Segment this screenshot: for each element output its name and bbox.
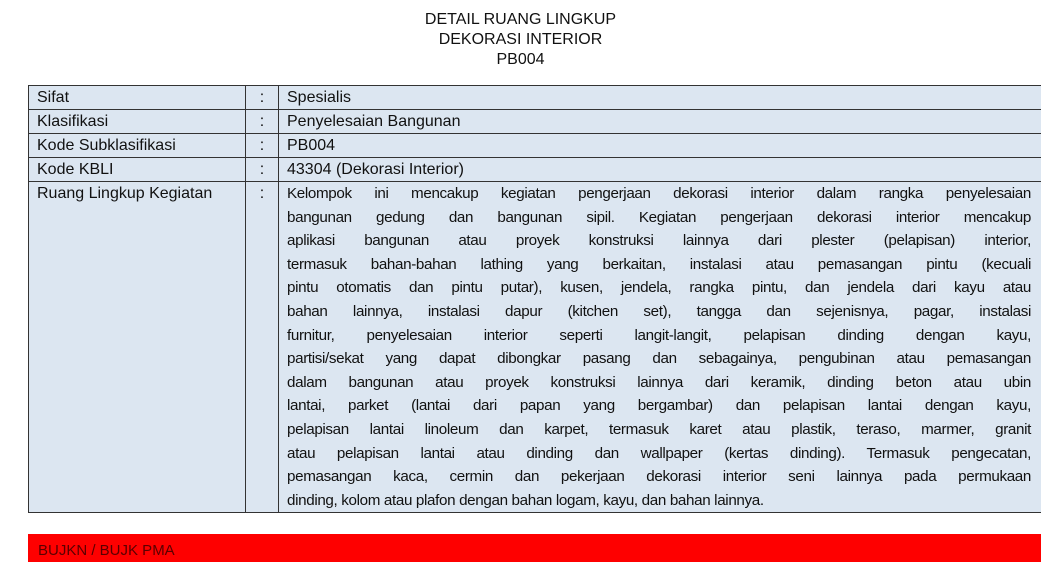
scope-line: dinding, kolom atau plafon dengan bahan logam, kayu, dan bahan lainnya. [287, 491, 764, 509]
scope-line: lantai, parket (lantai dari papan yang bergambar) dan pelapisan lantai dengan kayu, [287, 397, 1031, 415]
scope-line: pintu otomatis dan pintu putar), kusen, jendela, rangka pintu, dan jendela dari kayu atau [287, 279, 1031, 297]
table-row [29, 86, 1041, 110]
row-label: Ruang Lingkup Kegiatan [29, 182, 246, 513]
page-code: PB004 [496, 51, 545, 68]
row-value: 43304 (Dekorasi Interior) [279, 158, 1041, 182]
scope-line: atau pelapisan lantai atau dinding dan wallpaper (kertas dinding). Termasuk pengecatan, [287, 444, 1031, 462]
scope-line: Kelompok ini mencakup kegiatan pengerjaan dekorasi interior dalam rangka penyelesaian [287, 185, 1031, 202]
row-separator: : [246, 182, 279, 513]
scope-line: furnitur, penyelesaian interior seperti langit-langit, pelapisan dinding dengan kayu, [287, 326, 1031, 344]
scope-description [279, 182, 1041, 513]
category-banner-label: BUJKN / BUJK PMA [38, 542, 175, 559]
detail-table [28, 85, 1041, 513]
row-value: Penyelesaian Bangunan [279, 110, 1041, 134]
row-label: Klasifikasi [29, 110, 246, 134]
page-title: DETAIL RUANG LINGKUP [424, 11, 617, 28]
row-label: Sifat [29, 86, 246, 110]
table-row [29, 158, 1041, 182]
scope-line: partisi/sekat yang dapat dibongkar pasang dan sebagainya, pengubinan atau pemasangan [287, 350, 1031, 368]
scope-line: bangunan gedung dan bangunan sipil. Kegiatan pengerjaan dekorasi interior mencakup [287, 208, 1031, 226]
table-row [29, 110, 1041, 134]
table-row [29, 182, 1041, 513]
document-heading [0, 10, 1041, 70]
category-banner [28, 534, 1041, 562]
row-label: Kode KBLI [29, 158, 246, 182]
row-value: PB004 [279, 134, 1041, 158]
scope-line: aplikasi bangunan atau proyek konstruksi lainnya dari plester (pelapisan) interior, [287, 232, 1031, 250]
scope-line: pemasangan kaca, cermin dan pekerjaan dekorasi interior seni lainnya pada permukaan [287, 468, 1031, 486]
row-label: Kode Subklasifikasi [29, 134, 246, 158]
scope-line: pelapisan lantai linoleum dan karpet, termasuk karet atau plastik, teraso, marmer, granit [287, 420, 1031, 438]
scope-line: dalam bangunan atau proyek konstruksi lainnya dari keramik, dinding beton atau ubin [287, 373, 1031, 391]
scope-line: termasuk bahan-bahan lathing yang berkaitan, instalasi atau pemasangan pintu (kecuali [287, 255, 1031, 273]
row-separator: : [246, 158, 279, 182]
page-subtitle: DEKORASI INTERIOR [438, 31, 603, 48]
row-value: Spesialis [279, 86, 1041, 110]
table-row [29, 134, 1041, 158]
row-separator: : [246, 134, 279, 158]
scope-line: bahan lainnya, instalasi dapur (kitchen set), tangga dan sejenisnya, pagar, instalasi [287, 302, 1031, 320]
row-separator: : [246, 86, 279, 110]
row-separator: : [246, 110, 279, 134]
